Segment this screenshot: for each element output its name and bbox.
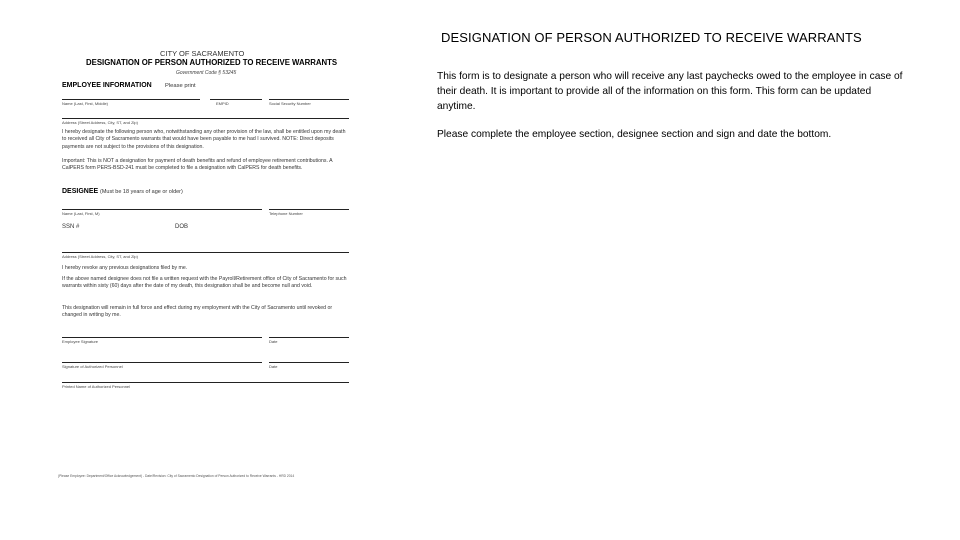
- designee-heading: DESIGNEE: [62, 188, 99, 195]
- para-force: This designation will remain in full force and effect during my employment with the City of Sacramento until revoked or changed in writing by me.: [62, 305, 333, 319]
- form-city: CITY OF SACRAMENTO: [160, 49, 245, 58]
- label-designee-name: Name (Last, First, M): [62, 211, 100, 216]
- form-code: Government Code § 53245: [176, 70, 237, 76]
- date1-line: [269, 337, 349, 338]
- label-ssn: Social Security Number: [269, 101, 311, 106]
- form-title: DESIGNATION OF PERSON AUTHORIZED TO RECEIVE WARRANTS: [86, 58, 338, 67]
- auth-sig-line: [62, 362, 262, 363]
- please-print: Please print: [165, 83, 196, 89]
- para-designate: I hereby designate the following person who, notwithstanding any other provision of the law, shall be entitled upon my death to received all City of Sacramento warrants that would have been payable to me had I survived. NOTE: Direct deposits payments are not subject to the provisions of this designation.: [62, 129, 346, 150]
- label-date2: Date: [269, 364, 278, 369]
- name-line: [62, 99, 200, 100]
- label-auth-sig: Signature of Authorized Personnel: [62, 364, 123, 369]
- label-empid: EMPID: [216, 101, 229, 106]
- form-footer: (Please Employee: Department/Office Acknowledgement) - Date/Revision: City of Sacramento Designation of Person Authorized to Receive Warrants - HRD 2014: [58, 474, 295, 478]
- label-dob: DOB: [175, 224, 189, 230]
- label-name: Name (Last, First, Middle): [62, 101, 109, 106]
- instructions-paragraph: Please complete the employee section, designee section and sign and date the bottom.: [437, 129, 832, 140]
- para-important: Important: This is NOT a designation for payment of death benefits and refund of employee retirement contributions. A CalPERS form PERS-BSD-241 must be completed to file a designation with CalPERS for death benefits.: [62, 158, 333, 172]
- employee-heading: EMPLOYEE INFORMATION: [62, 82, 152, 89]
- label-address: Address (Street Address, City, ST, and Zip): [62, 120, 138, 125]
- designee-name-line: [62, 209, 262, 210]
- emp-sig-line: [62, 337, 262, 338]
- label-printed: Printed Name of Authorized Personnel: [62, 384, 131, 389]
- form-thumbnail: [58, 44, 363, 484]
- label-date1: Date: [269, 339, 278, 344]
- designee-address-line: [62, 252, 349, 253]
- label-ssn-short: SSN #: [62, 224, 80, 230]
- label-designee-address: Address (Street Address, City, ST, and Zip): [62, 254, 138, 259]
- label-emp-sig: Employee Signature: [62, 339, 99, 344]
- para-ifdesignee: If the above named designee does not file a written request with the Payroll/Retirement office of City of Sacramento for such warrants within sixty (60) days after the date of my death, this designation shall be and become null and void.: [62, 276, 347, 290]
- para-revoke: I hereby revoke any previous designations filed by me.: [62, 265, 188, 271]
- printed-name-line: [62, 382, 349, 383]
- ssn-line: [269, 99, 349, 100]
- label-phone: Telephone Number: [269, 211, 303, 216]
- date2-line: [269, 362, 349, 363]
- empid-line: [210, 99, 262, 100]
- designee-note: (Must be 18 years of age or older): [100, 189, 183, 195]
- address-line: [62, 118, 349, 119]
- intro-paragraph: This form is to designate a person who will receive any last paychecks owed to the employee in case of their death. It is important to provide all of the information on this form. This form can be updated anytime.: [437, 71, 903, 112]
- page-title: DESIGNATION OF PERSON AUTHORIZED TO RECEIVE WARRANTS: [441, 30, 862, 45]
- phone-line: [269, 209, 349, 210]
